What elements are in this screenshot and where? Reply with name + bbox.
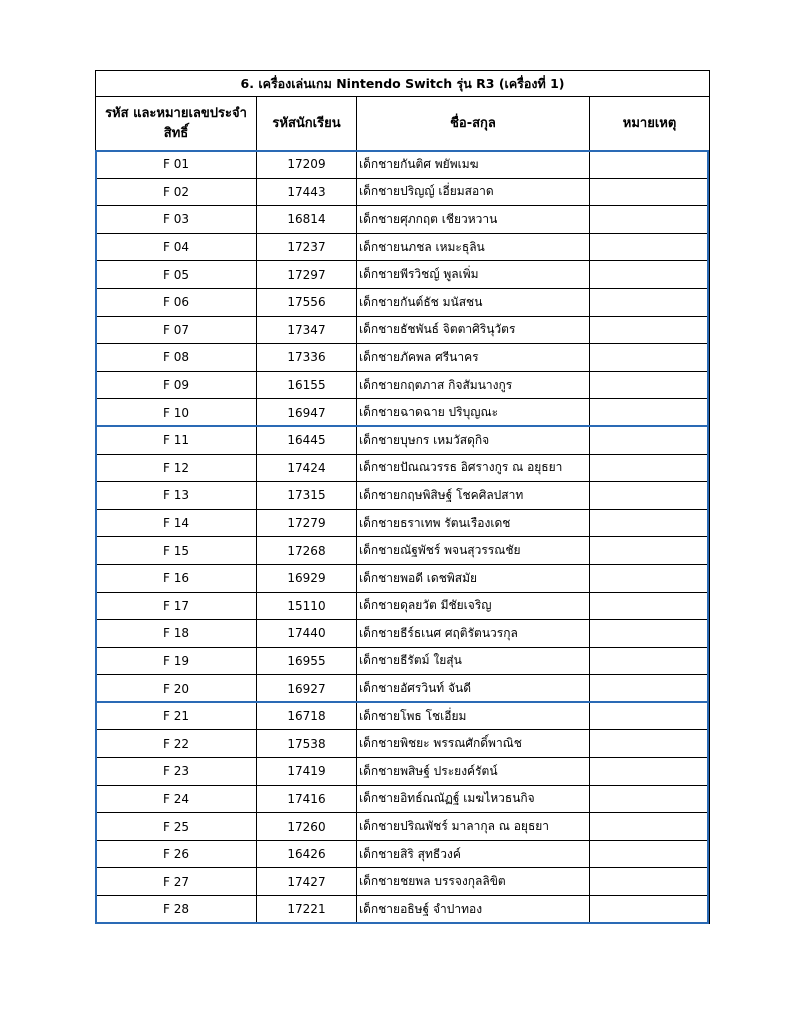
- table-row: [96, 785, 710, 813]
- row-note: [590, 371, 710, 399]
- row-note: [590, 620, 710, 648]
- row-student-id: 17221: [257, 896, 357, 924]
- row-code: F 27: [96, 868, 257, 896]
- row-note: [590, 509, 710, 537]
- row-code: F 02: [96, 178, 257, 206]
- row-student-id: 16947: [257, 399, 357, 427]
- row-student-id: 17237: [257, 233, 357, 261]
- row-code: F 22: [96, 730, 257, 758]
- row-student-id: 17424: [257, 454, 357, 482]
- row-name: เด็กชายอัศรวินท์ จันดี: [357, 675, 590, 703]
- row-note: [590, 758, 710, 786]
- row-name: เด็กชายปัณณวรรธ อิศรางกูร ณ อยุธยา: [357, 454, 590, 482]
- row-note: [590, 454, 710, 482]
- row-code: F 11: [96, 426, 257, 454]
- row-student-id: 17336: [257, 344, 357, 372]
- row-note: [590, 868, 710, 896]
- row-student-id: 17260: [257, 813, 357, 841]
- table-row: [96, 702, 710, 730]
- header-code: รหัส และหมายเลขประจำสิทธิ์: [96, 97, 257, 151]
- row-code: F 25: [96, 813, 257, 841]
- row-code: F 10: [96, 399, 257, 427]
- row-student-id: 17419: [257, 758, 357, 786]
- row-note: [590, 840, 710, 868]
- row-code: F 13: [96, 482, 257, 510]
- row-code: F 21: [96, 702, 257, 730]
- row-note: [590, 178, 710, 206]
- roster-table: [95, 70, 710, 924]
- row-name: เด็กชายพสิษฐ์ ประยงค์รัตน์: [357, 758, 590, 786]
- row-name: เด็กชายธีรัตม์ ใยสุ่น: [357, 647, 590, 675]
- row-note: [590, 592, 710, 620]
- table-row: [96, 371, 710, 399]
- row-name: เด็กชายภัคพล ศรีนาคร: [357, 344, 590, 372]
- row-note: [590, 647, 710, 675]
- table-row: [96, 868, 710, 896]
- table-row: [96, 151, 710, 179]
- row-code: F 24: [96, 785, 257, 813]
- row-code: F 03: [96, 206, 257, 234]
- row-code: F 28: [96, 896, 257, 924]
- table-row: [96, 316, 710, 344]
- row-name: เด็กชายพิชยะ พรรณศักดิ์พาณิช: [357, 730, 590, 758]
- row-name: เด็กชายดุลยวัต มีชัยเจริญ: [357, 592, 590, 620]
- row-name: เด็กชายพีรวิชญ์ พูลเพิ่ม: [357, 261, 590, 289]
- row-note: [590, 813, 710, 841]
- table-row: [96, 454, 710, 482]
- row-code: F 20: [96, 675, 257, 703]
- row-student-id: 16445: [257, 426, 357, 454]
- header-student-id: รหัสนักเรียน: [257, 97, 357, 151]
- table-row: [96, 592, 710, 620]
- row-student-id: 16927: [257, 675, 357, 703]
- row-code: F 09: [96, 371, 257, 399]
- table-row: [96, 426, 710, 454]
- row-note: [590, 675, 710, 703]
- row-student-id: 17427: [257, 868, 357, 896]
- table-row: [96, 758, 710, 786]
- row-note: [590, 344, 710, 372]
- row-student-id: 17268: [257, 537, 357, 565]
- row-name: เด็กชายอิทธ์ณณัฏฐ์ เมฆไหวธนกิจ: [357, 785, 590, 813]
- row-note: [590, 399, 710, 427]
- row-student-id: 16814: [257, 206, 357, 234]
- row-note: [590, 288, 710, 316]
- row-student-id: 16718: [257, 702, 357, 730]
- row-code: F 04: [96, 233, 257, 261]
- table-row: [96, 509, 710, 537]
- table-row: [96, 675, 710, 703]
- row-note: [590, 564, 710, 592]
- row-note: [590, 702, 710, 730]
- row-name: เด็กชายบุษกร เหมวัสดุกิจ: [357, 426, 590, 454]
- table-row: [96, 206, 710, 234]
- title-row: [96, 71, 710, 97]
- row-note: [590, 896, 710, 924]
- row-code: F 18: [96, 620, 257, 648]
- row-name: เด็กชายธีร์ธเนศ ศฤติรัตนวรกุล: [357, 620, 590, 648]
- row-name: เด็กชายธราเทพ รัตนเรืองเดช: [357, 509, 590, 537]
- table-row: [96, 647, 710, 675]
- row-name: เด็กชายศุภกฤต เชียวหวาน: [357, 206, 590, 234]
- row-student-id: 17556: [257, 288, 357, 316]
- row-note: [590, 730, 710, 758]
- row-name: เด็กชายชยพล บรรจงกุลลิขิต: [357, 868, 590, 896]
- header-row: [96, 97, 710, 151]
- row-code: F 06: [96, 288, 257, 316]
- row-code: F 14: [96, 509, 257, 537]
- table-row: [96, 537, 710, 565]
- row-code: F 19: [96, 647, 257, 675]
- row-code: F 23: [96, 758, 257, 786]
- row-student-id: 17315: [257, 482, 357, 510]
- row-note: [590, 537, 710, 565]
- row-student-id: 16155: [257, 371, 357, 399]
- row-student-id: 17279: [257, 509, 357, 537]
- header-note: หมายเหตุ: [590, 97, 710, 151]
- table-title: 6. เครื่องเล่นเกม Nintendo Switch รุ่น R3 (เครื่องที่ 1): [96, 71, 710, 97]
- roster-sheet: [95, 70, 709, 924]
- row-name: เด็กชายณัฐพัชร์ พจนสุวรรณชัย: [357, 537, 590, 565]
- table-row: [96, 896, 710, 924]
- row-name: เด็กชายกฤษพิสิษฐ์ โชคศิลปสาท: [357, 482, 590, 510]
- row-student-id: 17538: [257, 730, 357, 758]
- row-name: เด็กชายกฤตภาส กิจสัมนางกูร: [357, 371, 590, 399]
- row-name: เด็กชายปริณพัชร์ มาลากุล ณ อยุธยา: [357, 813, 590, 841]
- row-code: F 07: [96, 316, 257, 344]
- row-name: เด็กชายพอดี เดชพิสมัย: [357, 564, 590, 592]
- table-row: [96, 233, 710, 261]
- table-row: [96, 813, 710, 841]
- table-row: [96, 482, 710, 510]
- row-student-id: 15110: [257, 592, 357, 620]
- row-student-id: 17347: [257, 316, 357, 344]
- table-row: [96, 620, 710, 648]
- table-row: [96, 344, 710, 372]
- row-student-id: 16929: [257, 564, 357, 592]
- row-name: เด็กชายฉาดฉาย ปริบุญณะ: [357, 399, 590, 427]
- row-student-id: 16426: [257, 840, 357, 868]
- row-note: [590, 206, 710, 234]
- header-name: ชื่อ-สกุล: [357, 97, 590, 151]
- table-row: [96, 178, 710, 206]
- row-code: F 12: [96, 454, 257, 482]
- row-student-id: 17297: [257, 261, 357, 289]
- row-note: [590, 261, 710, 289]
- table-row: [96, 840, 710, 868]
- row-name: เด็กชายกันต์ธัช มนัสชน: [357, 288, 590, 316]
- row-name: เด็กชายธัชพันธ์ จิตตาศิรินุวัตร: [357, 316, 590, 344]
- row-student-id: 17416: [257, 785, 357, 813]
- row-note: [590, 785, 710, 813]
- row-note: [590, 233, 710, 261]
- row-code: F 26: [96, 840, 257, 868]
- table-row: [96, 261, 710, 289]
- row-name: เด็กชายสิริ สุทธีวงค์: [357, 840, 590, 868]
- row-student-id: 17440: [257, 620, 357, 648]
- row-note: [590, 426, 710, 454]
- table-row: [96, 399, 710, 427]
- row-note: [590, 316, 710, 344]
- row-student-id: 16955: [257, 647, 357, 675]
- row-code: F 01: [96, 151, 257, 179]
- row-name: เด็กชายโพธ โชเอี่ยม: [357, 702, 590, 730]
- row-code: F 16: [96, 564, 257, 592]
- row-student-id: 17209: [257, 151, 357, 179]
- row-code: F 05: [96, 261, 257, 289]
- row-student-id: 17443: [257, 178, 357, 206]
- row-name: เด็กชายนภชล เหมะธุลิน: [357, 233, 590, 261]
- table-row: [96, 564, 710, 592]
- table-row: [96, 730, 710, 758]
- row-name: เด็กชายปริญญ์ เอี่ยมสอาด: [357, 178, 590, 206]
- row-name: เด็กชายอธิษฐ์ จำปาทอง: [357, 896, 590, 924]
- row-name: เด็กชายกันติศ พยัพเมฆ: [357, 151, 590, 179]
- row-code: F 15: [96, 537, 257, 565]
- row-note: [590, 151, 710, 179]
- row-code: F 17: [96, 592, 257, 620]
- row-code: F 08: [96, 344, 257, 372]
- table-row: [96, 288, 710, 316]
- row-note: [590, 482, 710, 510]
